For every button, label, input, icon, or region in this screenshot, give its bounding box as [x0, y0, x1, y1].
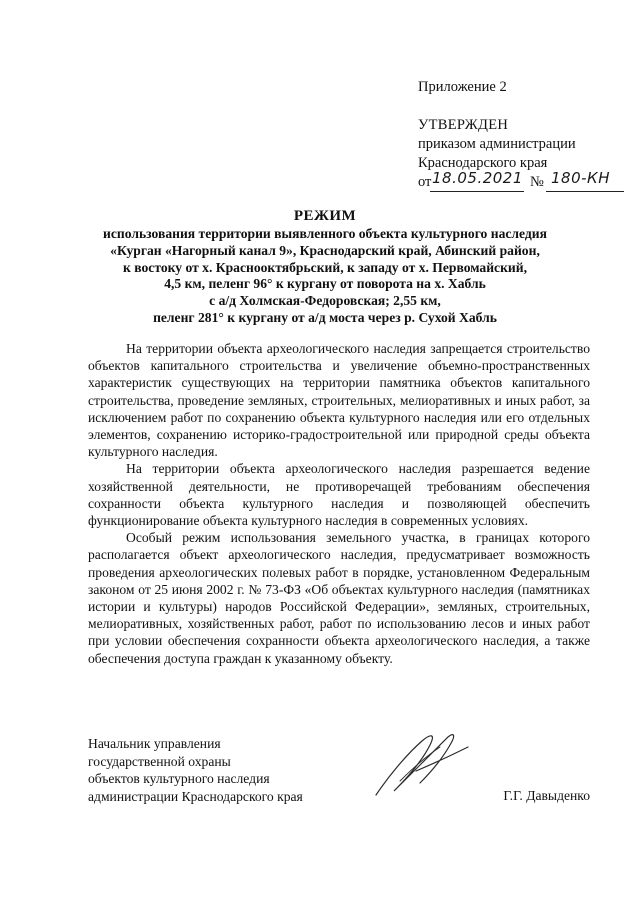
role-line: администрации Краснодарского края [88, 788, 303, 804]
role-line: государственной охраны [88, 753, 231, 769]
annex-label: Приложение 2 [418, 79, 507, 95]
handwritten-signature [370, 721, 474, 811]
title-line: к востоку от х. Краснооктябрьский, к западу от х. Первомайский, [123, 259, 527, 275]
date-prefix: от [418, 174, 432, 190]
document-body [88, 340, 590, 667]
document-title [60, 206, 590, 327]
body-paragraph: На территории объекта археологического наследия запрещается строительство объектов капитального строительства и увеличение объемно-пространственных характеристик существующих на территории памятника объектов капитального строительства, проведение земляных, строительных, мелиоративных и иных работ, за исключением работ по сохранению объекта культурного наследия или его отдельных элементов, сохранению историко-градостроительной или природной среды объекта культурного наследия. [88, 341, 590, 460]
title-line: 4,5 км, пеленг 96° к кургану от поворота на х. Хабль [164, 276, 486, 292]
signature-block [88, 735, 590, 815]
date-number-line [418, 169, 628, 193]
order-line-2: Краснодарского края [418, 155, 548, 171]
title-heading: РЕЖИМ [293, 208, 357, 224]
order-line-1: приказом администрации [418, 136, 576, 152]
approved-label: УТВЕРЖДЕН [418, 117, 509, 133]
approval-block [418, 78, 628, 193]
handwritten-number: 180-КН [551, 169, 610, 187]
number-prefix: № [530, 174, 544, 190]
signatory-name: Г.Г. Давыденко [503, 788, 590, 803]
title-line: с а/д Холмская-Федоровская; 2,55 км, [209, 293, 441, 309]
handwritten-date: 18.05.2021 [432, 169, 523, 187]
title-line: пеленг 281° к кургану от а/д моста через р. Сухой Хабль [153, 309, 497, 325]
body-paragraph: На территории объекта археологического наследия разрешается ведение хозяйственной деятельности, не противоречащей требованиям обеспечения сохранности объекта культурного наследия и позволяющей обеспечить функционирование объекта культурного наследия в современных условиях. [88, 461, 590, 529]
role-line: Начальник управления [88, 736, 221, 751]
number-underline [546, 191, 624, 192]
title-line: использования территории выявленного объекта культурного наследия [103, 226, 547, 241]
body-paragraph: Особый режим использования земельного участка, в границах которого располагается объект археологического наследия, предусматривает возможность проведения археологических полевых работ в порядке, установленном Федеральным законом от 25 июня 2002 г. № 73-ФЗ «Об объектах культурного наследия (памятниках истории и культуры) народов Российской Федерации», земляных, строительных, мелиоративных, хозяйственных работ, работ по использованию лесов и иных работ при условии обеспечения сохранности объекта археологического наследия, а также обеспечения доступа граждан к указанному объекту. [88, 530, 590, 666]
date-underline [430, 191, 524, 192]
role-line: объектов культурного наследия [88, 771, 270, 786]
title-line: «Курган «Нагорный канал 9», Краснодарский край, Абинский район, [110, 242, 540, 258]
signatory-role [88, 735, 303, 805]
